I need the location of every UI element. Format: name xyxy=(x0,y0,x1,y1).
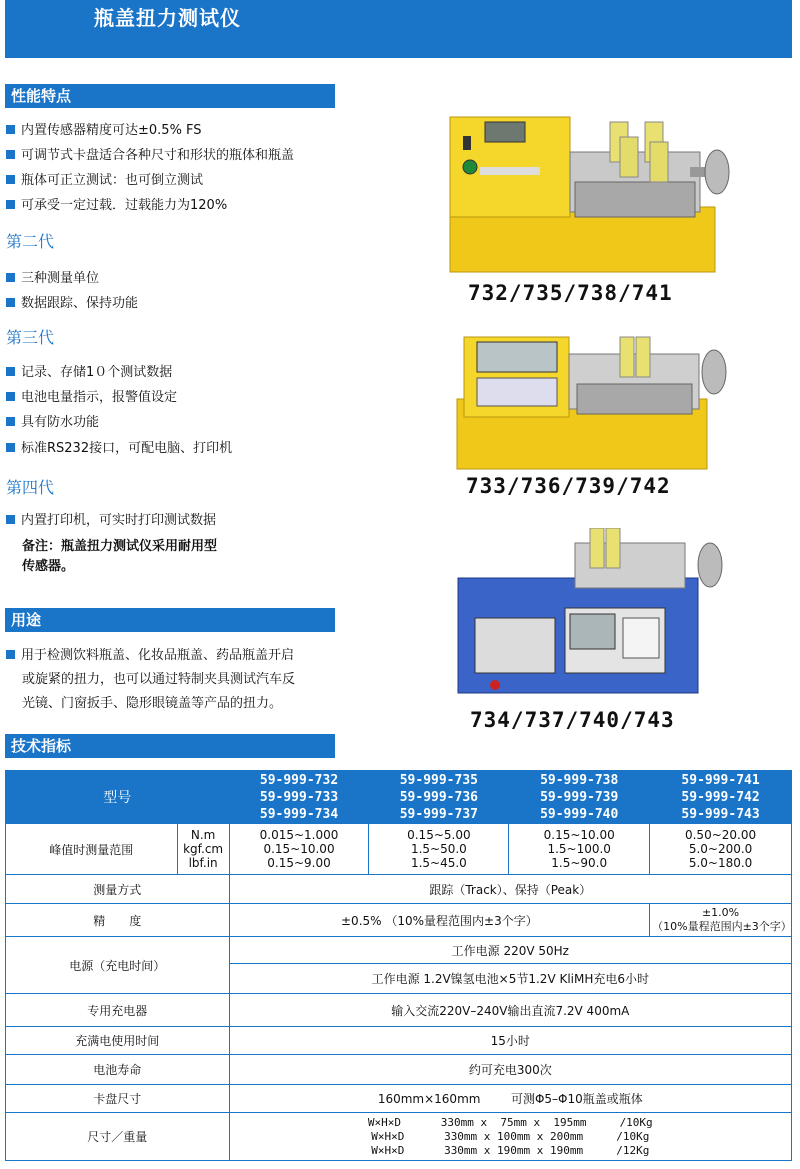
note-text: 备注：瓶盖扭力测试仪采用耐用型 传感器。 xyxy=(22,539,218,574)
table-row: 电池寿命 约可充电300次 xyxy=(6,1055,792,1085)
page-title: 瓶盖扭力测试仪 xyxy=(94,6,241,30)
bullet-square-icon xyxy=(6,150,15,159)
model-column: 59-999-738 59-999-739 59-999-740 xyxy=(509,771,650,824)
bullet-square-icon xyxy=(6,175,15,184)
gen3-item: 具有防水功能 xyxy=(6,411,99,430)
bullet-square-icon xyxy=(6,367,15,376)
bullet-square-icon xyxy=(6,125,15,134)
gen4-heading: 第四代 xyxy=(6,478,55,497)
bullet-square-icon xyxy=(6,443,15,452)
gen2-heading: 第二代 xyxy=(6,232,55,251)
table-header-row xyxy=(6,771,792,824)
units-cell: N.m kgf.cm lbf.in xyxy=(177,824,229,875)
table-row: 专用充电器 输入交流220V–240V输出直流7.2V 400mA xyxy=(6,994,792,1027)
usage-text: 用于检测饮料瓶盖、化妆品瓶盖、药品瓶盖开启 或旋紧的扭力，也可以通过特制夹具测试汽车反 光镜、门窗扳手、隐形眼镜盖等产品的扭力。 xyxy=(6,644,295,716)
feature-item: 可承受一定过载．过载能力为120% xyxy=(6,194,227,213)
table-row: 充满电使用时间 15小时 xyxy=(6,1027,792,1055)
bullet-square-icon xyxy=(6,392,15,401)
table-row: 精 度 ±0.5% （10%量程范围内±3个字） ±1.0% （10%量程范围内±3个字） xyxy=(6,904,792,937)
gen3-item: 电池电量指示，报警值设定 xyxy=(6,386,177,405)
range-cell: 0.15~5.00 1.5~50.0 1.5~45.0 xyxy=(369,824,509,875)
table-row: 测量方式 跟踪（Track）、保持（Peak） xyxy=(6,875,792,904)
feature-item: 可调节式卡盘适合各种尺寸和形状的瓶体和瓶盖 xyxy=(6,144,294,163)
feature-item: 内置传感器精度可达±0.5% FS xyxy=(6,119,202,138)
product-photo-732 xyxy=(445,112,745,277)
usage-heading: 用途 xyxy=(5,608,335,632)
product-photo-734 xyxy=(455,528,730,698)
gen2-item: 数据跟踪、保持功能 xyxy=(6,292,138,311)
gen3-item: 标准RS232接口，可配电脑、打印机 xyxy=(6,437,232,456)
bullet-square-icon xyxy=(6,200,15,209)
model-column: 59-999-735 59-999-736 59-999-737 xyxy=(369,771,509,824)
feature-item: 瓶体可正立测试：也可倒立测试 xyxy=(6,169,203,188)
bullet-square-icon xyxy=(6,417,15,426)
table-row: 卡盘尺寸 160mm×160mm 可测Φ5–Φ10瓶盖或瓶体 xyxy=(6,1085,792,1113)
table-row: 峰值时测量范围 N.m kgf.cm lbf.in 0.015~1.000 0.15~10.00 0.15~9.00 0.15~5.00 1.5~50.0 1.5~45.0 0.15~10.00 1.5~100.0 1.5~90.0 0.50~20.00 5.0~200.0 5.0~180.0 xyxy=(6,824,792,875)
bullet-square-icon xyxy=(6,298,15,307)
model-label-2: 733/736/739/742 xyxy=(466,474,671,498)
product-photo-733 xyxy=(452,334,742,474)
bullet-square-icon xyxy=(6,273,15,282)
table-row: 尺寸／重量 W×H×D 330mm x 75mm x 195mm /10Kg W×H×D 330mm x 100mm x 200mm /10Kg W×H×D 330mm x 190mm x 190mm /12Kg xyxy=(6,1113,792,1161)
specs-heading: 技术指标 xyxy=(5,734,335,758)
gen2-item: 三种测量单位 xyxy=(6,267,99,286)
features-heading: 性能特点 xyxy=(5,84,335,108)
model-column: 59-999-741 59-999-742 59-999-743 xyxy=(650,771,792,824)
model-label-1: 732/735/738/741 xyxy=(468,281,673,305)
gen4-item: 内置打印机，可实时打印测试数据 xyxy=(6,509,216,528)
bullet-square-icon xyxy=(6,515,15,524)
range-cell: 0.15~10.00 1.5~100.0 1.5~90.0 xyxy=(509,824,650,875)
model-column: 59-999-732 59-999-733 59-999-734 xyxy=(229,771,369,824)
table-row: 电源（充电时间） 工作电源 220V 50Hz xyxy=(6,937,792,964)
spec-table xyxy=(5,770,792,1161)
model-header: 型号 xyxy=(6,771,230,824)
range-cell: 0.50~20.00 5.0~200.0 5.0~180.0 xyxy=(650,824,792,875)
range-cell: 0.015~1.000 0.15~10.00 0.15~9.00 xyxy=(229,824,369,875)
bullet-square-icon xyxy=(6,650,15,659)
gen3-item: 记录、存储1０个测试数据 xyxy=(6,361,172,380)
table-row: 工作电源 1.2V镍氢电池×5节1.2V KliMH充电6小时 xyxy=(6,964,792,994)
gen3-heading: 第三代 xyxy=(6,328,55,347)
model-label-3: 734/737/740/743 xyxy=(470,708,675,732)
